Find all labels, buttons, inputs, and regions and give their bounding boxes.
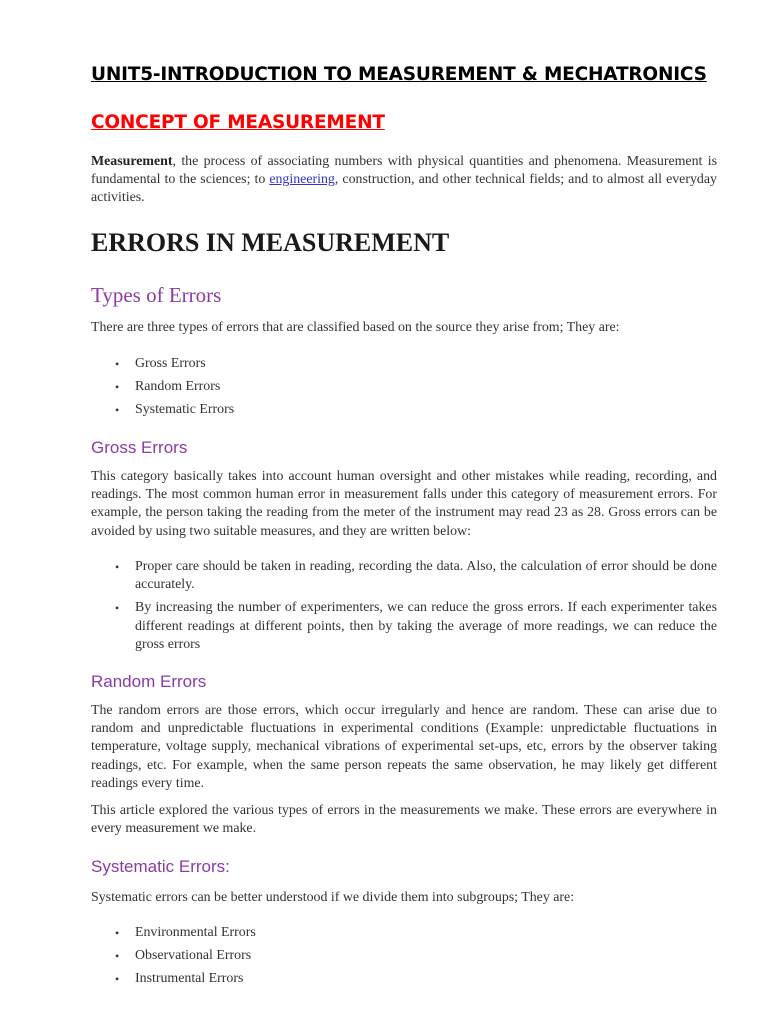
list-item bbox=[91, 558, 717, 594]
errors-in-measurement-heading: ERRORS IN MEASUREMENT bbox=[91, 228, 450, 257]
list-item-text: Random Errors bbox=[135, 379, 221, 394]
types-list bbox=[91, 355, 717, 424]
engineering-link[interactable]: engineering bbox=[269, 172, 335, 188]
bullet-icon: • bbox=[115, 560, 120, 574]
list-item bbox=[91, 599, 717, 654]
bullet-icon: • bbox=[115, 403, 120, 417]
measurement-text-2: , construction, and other technical fields; and to almost all everyday activities. bbox=[91, 172, 717, 206]
random-errors-heading: Random Errors bbox=[91, 672, 207, 691]
list-item bbox=[91, 924, 717, 947]
bullet-icon: • bbox=[115, 357, 120, 371]
list-item bbox=[91, 378, 717, 401]
measurement-paragraph bbox=[91, 153, 717, 208]
list-item-text: By increasing the number of experimenters, we can reduce the gross errors. If each experimenter takes different readings at different points, then by taking the average of more readings, we can reduce the gross errors bbox=[135, 600, 717, 652]
summary-paragraph: This article explored the various types of errors in the measurements we make. These errors are everywhere in every measurement we make. bbox=[91, 803, 717, 837]
list-item bbox=[91, 970, 717, 993]
gross-errors-heading: Gross Errors bbox=[91, 438, 188, 457]
list-item bbox=[91, 401, 717, 424]
list-item-text: Systematic Errors bbox=[135, 402, 235, 417]
bullet-icon: • bbox=[115, 380, 120, 394]
list-item bbox=[91, 947, 717, 970]
bullet-icon: • bbox=[115, 926, 120, 940]
types-intro-paragraph: There are three types of errors that are classified based on the source they arise from; They are: bbox=[91, 320, 620, 335]
concept-of-measurement-heading: CONCEPT OF MEASUREMENT bbox=[91, 112, 385, 133]
bullet-icon: • bbox=[115, 972, 120, 986]
list-item-text: Observational Errors bbox=[135, 948, 252, 963]
measurement-text-1: , the process of associating numbers with physical quantities and phenomena. Measurement is fundamental to the sciences; to bbox=[91, 154, 717, 188]
systematic-intro-paragraph: Systematic errors can be better understood if we divide them into subgroups; They are: bbox=[91, 890, 575, 905]
list-item-text: Environmental Errors bbox=[135, 925, 256, 940]
gross-errors-list bbox=[91, 558, 717, 659]
bullet-icon: • bbox=[115, 601, 120, 616]
bullet-icon: • bbox=[115, 949, 120, 963]
unit-title: UNIT5-INTRODUCTION TO MEASUREMENT & MECHATRONICS bbox=[91, 64, 707, 85]
list-item-text: Proper care should be taken in reading, recording the data. Also, the calculation of error should be done accurately. bbox=[135, 559, 717, 593]
types-of-errors-heading: Types of Errors bbox=[91, 283, 222, 307]
list-item bbox=[91, 355, 717, 378]
list-item-text: Instrumental Errors bbox=[135, 971, 244, 986]
random-errors-paragraph: The random errors are those errors, which occur irregularly and hence are random. These can arise due to random and unpredictable fluctuations in experimental conditions (Example: unpredictable fluctuations in temperature, voltage supply, mechanical vibrations of experimental set-ups, etc, errors by the observer taking readings, etc. For example, when the same person repeats the same observation, he may likely get different readings every time. bbox=[91, 703, 717, 791]
systematic-errors-heading: Systematic Errors: bbox=[91, 857, 230, 876]
list-item-text: Gross Errors bbox=[135, 356, 206, 371]
measurement-term: Measurement bbox=[91, 154, 173, 169]
gross-errors-paragraph: This category basically takes into account human oversight and other mistakes while reading, recording, and readings. The most common human error in measurement falls under this category of measurement errors. For example, the person taking the reading from the meter of the instrument may read 23 as 28. Gross errors can be avoided by using two suitable measures, and they are written below: bbox=[91, 469, 717, 539]
systematic-errors-list bbox=[91, 924, 717, 993]
